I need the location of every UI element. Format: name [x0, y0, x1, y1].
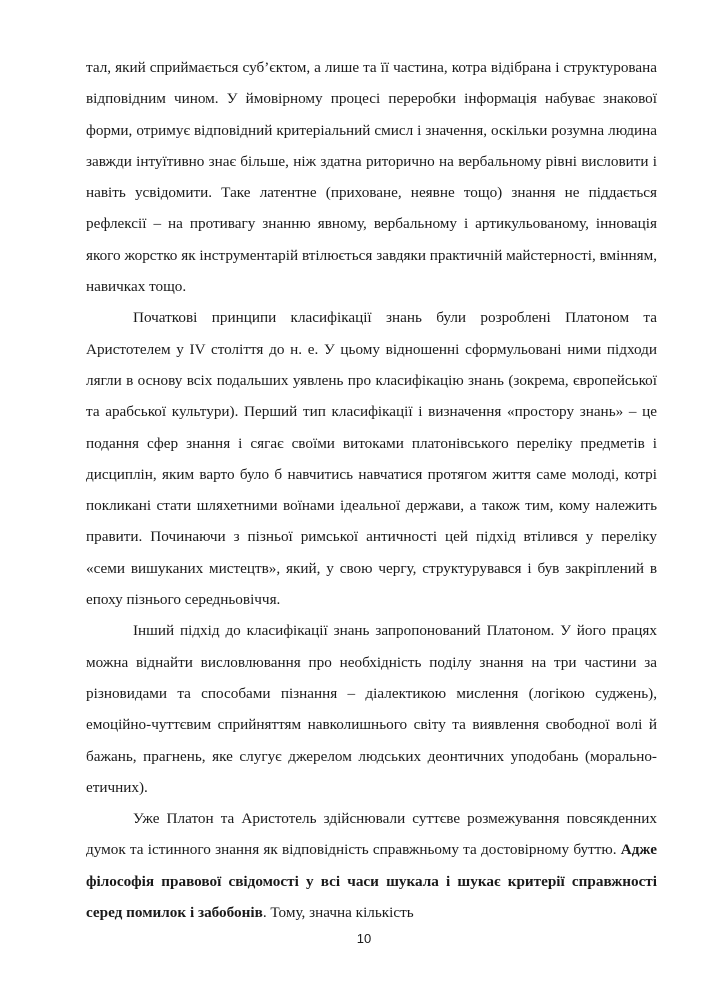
- paragraph-1: тал, який сприймається суб’єктом, а лише та її частина, котра відібрана і структурована відповідним чином. У ймовірному процесі переробки інформація набуває знакової форми, отримує відповідний критеріальний смисл і значення, оскільки розумна людина завжди інтуїтивно знає більше, ніж здатна риторично на вербальному рівні висловити і навіть усвідомити. Таке латентне (приховане, неявне тощо) знання не піддається рефлексії – на противагу знанню явному, вербальному і артикульованому, інновація якого жорстко як інструментарій втілюється завдяки практичній майстерності, вмінням, навичках тощо.: [86, 59, 657, 296]
- paragraph-4: [86, 803, 657, 928]
- page-number: 10: [356, 931, 372, 946]
- paragraph-4-tail: . Тому, значна кількість: [262, 904, 414, 922]
- body-text: [86, 52, 657, 928]
- paragraph-4-text: Уже Платон та Аристотель здійснювали суттєве розмежування повсякденних думок та істинного знання як відповідність справжньому та достовірному буттю.: [86, 810, 657, 859]
- paragraph-3: Інший підхід до класифікації знань запропонований Платоном. У його працях можна віднайти висловлювання про необхідність поділу знання на три частини за різновидами та способами пізнання – діалектикою мислення (логікою суджень), емоційно-чуттєвим сприйняттям навколишнього світу та виявлення свободної волі й бажань, прагнень, яке слугує джерелом людських деонтичних уподобань (морально-етичних).: [86, 622, 657, 796]
- bold-emphasis: Адже філософія правової свідомості у всі часи шукала і шукає критерії справжності серед помилок і забобонів: [86, 841, 657, 922]
- paragraph-2: Початкові принципи класифікації знань були розроблені Платоном та Аристотелем у IV століття до н. е. У цьому відношенні сформульовані ними підходи лягли в основу всіх подальших уявлень про класифікацію знань (зокрема, європейської та арабської культури). Перший тип класифікації і визначення «простору знань» – це подання сфер знання і сягає своїми витоками платонівського переліку предметів і дисциплін, яким варто було б навчитись навчатися протягом життя саме молоді, котрі покликані стати шляхетними воїнами ідеальної держави, а також тим, кому належить правити. Починаючи з пізньої римської античності цей підхід втілився у переліку «семи вишуканих мистецтв», який, у свою чергу, структурувався і був закріплений в епоху пізнього середньовіччя.: [86, 309, 657, 609]
